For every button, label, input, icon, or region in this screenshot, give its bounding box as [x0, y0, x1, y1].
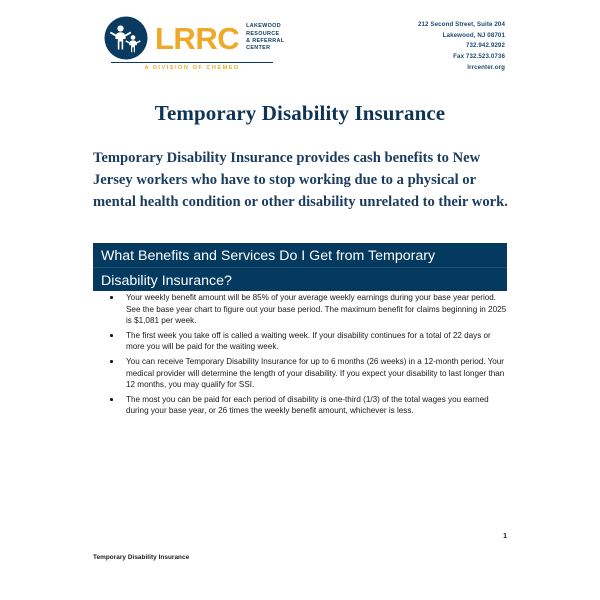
- bullet-dot-icon: [110, 334, 113, 337]
- address-street: 212 Second Street, Suite 204: [417, 21, 505, 28]
- section-heading-banner: [93, 243, 507, 291]
- intro-paragraph: Temporary Disability Insurance provides cash benefits to New Jersey workers who have to stop working due to a physical or mental health condition or other disability unrelated to their work.: [93, 150, 508, 211]
- logo-subtitle: [246, 23, 284, 53]
- list-item-text: The first week you take off is called a waiting week. If your disability continues for a total of 22 days or more you will be paid for the waiting week.: [126, 330, 491, 352]
- organization-address: [418, 20, 505, 73]
- lrrc-logo: [104, 16, 284, 71]
- section-heading-line-1: What Benefits and Services Do I Get from Temporary: [101, 248, 436, 264]
- footer-document-name: Temporary Disability Insurance: [93, 554, 190, 561]
- logo-subtitle-line-1: LAKEWOOD: [246, 23, 281, 30]
- section-heading-line-2: Disability Insurance?: [93, 267, 507, 291]
- logo-division-text: A DIVISION OF CHEMED: [144, 65, 240, 71]
- list-item-text: You can receive Temporary Disability Insurance for up to 6 months (26 weeks) in a 12-month period. Your medical provider will determine the length of your disability. If you expect your disability to last longer than 12 months, you may qualify for SSI.: [126, 356, 505, 390]
- logo-subtitle-line-4: CENTER: [246, 45, 271, 52]
- page-number: 1: [503, 533, 507, 540]
- address-city-state-zip: Lakewood, NJ 08701: [442, 31, 505, 39]
- list-item: [107, 356, 507, 391]
- benefits-bullet-list: [107, 292, 507, 420]
- logo-divider: [111, 62, 273, 63]
- list-item: [107, 330, 507, 353]
- page-header: [0, 16, 600, 76]
- address-fax: Fax 732.523.0736: [453, 52, 505, 60]
- bullet-dot-icon: [110, 296, 113, 299]
- logo-subtitle-line-2: RESOURCE: [246, 30, 280, 37]
- bullet-dot-icon: [110, 398, 113, 401]
- address-phone: 732.942.9292: [465, 42, 505, 50]
- list-item-text: Your weekly benefit amount will be 85% of your average weekly earnings during your base year period. See the base year chart to figure out your base period. The maximum benefit for claims beginning in 2025 is $1,081 per week.: [126, 293, 507, 326]
- logo-primary-row: [104, 16, 284, 60]
- logo-wordmark: LRRC: [155, 20, 240, 56]
- list-item: [107, 394, 507, 417]
- logo-subtitle-line-3: & REFERRAL: [246, 38, 285, 44]
- address-website: lrrcenter.org: [467, 63, 505, 71]
- family-figures-icon: [104, 16, 148, 60]
- bullet-dot-icon: [110, 360, 113, 363]
- list-item: [107, 292, 507, 327]
- list-item-text: The most you can be paid for each period of disability is one-third (1/3) of the total wages you earned during your base year, or 26 times the weekly benefit amount, whichever is less.: [126, 394, 489, 416]
- page-title: Temporary Disability Insurance: [154, 101, 446, 125]
